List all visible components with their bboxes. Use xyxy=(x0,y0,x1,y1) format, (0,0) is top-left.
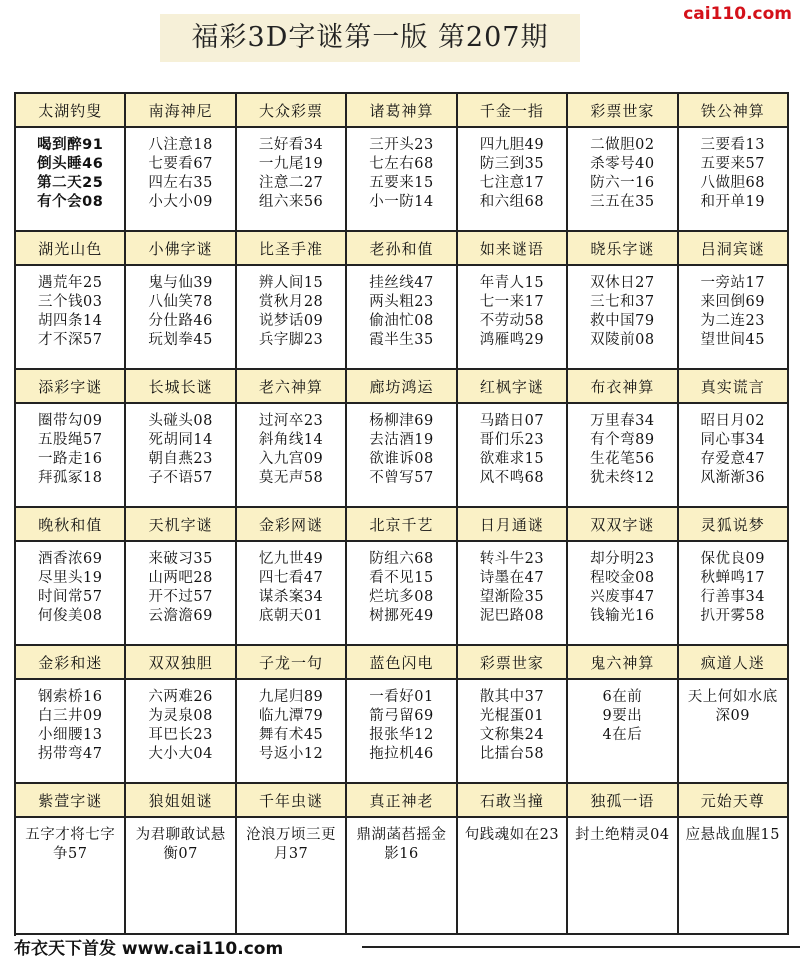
puzzle-cell xyxy=(679,818,789,935)
puzzle-cell xyxy=(679,404,789,508)
puzzle-line: 三要看13 xyxy=(700,137,765,153)
column-header: 诸葛神算 xyxy=(347,94,457,128)
puzzle-line: 八注意18 xyxy=(148,137,213,153)
puzzle-line: 欲难求15 xyxy=(479,451,545,467)
puzzle-line: 头碰头08 xyxy=(148,413,213,429)
puzzle-line: 散其中37 xyxy=(479,689,545,705)
puzzle-line: 文称集24 xyxy=(479,727,545,743)
puzzle-line: 哥们乐23 xyxy=(479,432,545,448)
puzzle-line: 有个会08 xyxy=(37,194,104,210)
puzzle-line: 光棍蛋01 xyxy=(479,708,545,724)
puzzle-line: 秋蝉鸣17 xyxy=(700,570,765,586)
puzzle-cell xyxy=(16,542,126,646)
puzzle-line: 烂坑多08 xyxy=(369,589,434,605)
puzzle-cell xyxy=(679,128,789,232)
puzzle-line: 七左右68 xyxy=(369,156,434,172)
puzzle-line: 八仙笑78 xyxy=(148,294,213,310)
puzzle-line: 万里春34 xyxy=(590,413,655,429)
column-header: 大众彩票 xyxy=(237,94,347,128)
puzzle-cell xyxy=(347,266,457,370)
footer-banner: 布衣天下首发 www.cai110.com xyxy=(0,936,362,963)
puzzle-line: 不劳动58 xyxy=(479,313,545,329)
puzzle-line: 组六来56 xyxy=(258,194,324,210)
puzzle-line: 五要来15 xyxy=(369,175,434,191)
puzzle-cell xyxy=(458,542,568,646)
puzzle-line: 防六一16 xyxy=(590,175,655,191)
column-header: 北京千艺 xyxy=(347,508,457,542)
column-header: 真正神老 xyxy=(347,784,457,818)
puzzle-line: 临九潭79 xyxy=(258,708,324,724)
puzzle-line: 四七看47 xyxy=(258,570,324,586)
puzzle-line: 五字才将七字争57 xyxy=(25,827,116,862)
puzzle-line: 报张华12 xyxy=(369,727,434,743)
puzzle-line: 钢索桥16 xyxy=(37,689,103,705)
column-header: 独孤一语 xyxy=(568,784,678,818)
puzzle-line: 三好看34 xyxy=(258,137,324,153)
puzzle-cell xyxy=(237,542,347,646)
puzzle-line: 三开头23 xyxy=(369,137,434,153)
puzzle-line: 天上何如水底深09 xyxy=(687,689,778,724)
puzzle-cell xyxy=(237,404,347,508)
puzzle-line: 玩划拳45 xyxy=(148,332,213,348)
puzzle-cell xyxy=(237,266,347,370)
puzzle-line: 不曾写57 xyxy=(369,470,434,486)
puzzle-line: 注意二27 xyxy=(258,175,324,191)
puzzle-line: 开不过57 xyxy=(148,589,213,605)
puzzle-cell xyxy=(237,818,347,935)
puzzle-line: 钱输光16 xyxy=(590,608,655,624)
puzzle-line: 赏秋月28 xyxy=(258,294,324,310)
puzzle-cell xyxy=(347,542,457,646)
column-header: 子龙一句 xyxy=(237,646,347,680)
puzzle-line: 山两吧28 xyxy=(148,570,213,586)
column-header: 红枫字谜 xyxy=(458,370,568,404)
puzzle-line: 尽里头19 xyxy=(37,570,103,586)
puzzle-line: 一九尾19 xyxy=(258,156,324,172)
puzzle-line: 为君聊敢试悬衡07 xyxy=(135,827,226,862)
puzzle-line: 耳巴长23 xyxy=(148,727,213,743)
puzzle-cell xyxy=(126,818,236,935)
column-header: 天机字谜 xyxy=(126,508,236,542)
puzzle-line: 倒头睡46 xyxy=(37,156,104,172)
puzzle-line: 二做胆02 xyxy=(590,137,655,153)
puzzle-line: 五要来57 xyxy=(700,156,765,172)
puzzle-line: 挂丝线47 xyxy=(369,275,434,291)
puzzle-line: 9要出 xyxy=(602,708,643,724)
column-header: 紫萱字谜 xyxy=(16,784,126,818)
column-header: 蓝色闪电 xyxy=(347,646,457,680)
column-header: 如来谜语 xyxy=(458,232,568,266)
column-header: 布衣神算 xyxy=(568,370,678,404)
column-header: 廊坊鸿运 xyxy=(347,370,457,404)
puzzle-cell xyxy=(568,266,678,370)
puzzle-line: 救中国79 xyxy=(590,313,655,329)
puzzle-cell xyxy=(126,266,236,370)
puzzle-line: 望世间45 xyxy=(700,332,765,348)
puzzle-line: 谋杀案34 xyxy=(258,589,324,605)
puzzle-line: 双休日27 xyxy=(590,275,655,291)
puzzle-line: 去沽酒19 xyxy=(369,432,434,448)
puzzle-cell xyxy=(679,680,789,784)
puzzle-line: 三五在35 xyxy=(590,194,655,210)
puzzle-line: 七要看67 xyxy=(148,156,213,172)
puzzle-line: 莫无声58 xyxy=(258,470,324,486)
puzzle-cell xyxy=(347,818,457,935)
puzzle-line: 生花笔56 xyxy=(590,451,655,467)
column-header: 添彩字谜 xyxy=(16,370,126,404)
puzzle-cell xyxy=(568,404,678,508)
puzzle-line: 同心事34 xyxy=(700,432,765,448)
site-logo[interactable]: cai110.com xyxy=(683,4,792,24)
puzzle-line: 杨柳津69 xyxy=(369,413,434,429)
puzzle-cell xyxy=(347,128,457,232)
puzzle-line: 和六组68 xyxy=(479,194,545,210)
puzzle-line: 才不深57 xyxy=(37,332,103,348)
puzzle-cell xyxy=(16,404,126,508)
puzzle-line: 遇荒年25 xyxy=(37,275,103,291)
puzzle-line: 忆九世49 xyxy=(258,551,324,567)
puzzle-line: 酒香浓69 xyxy=(37,551,103,567)
puzzle-line: 四左右35 xyxy=(148,175,213,191)
puzzle-line: 圈带勾09 xyxy=(37,413,103,429)
puzzle-line: 小一防14 xyxy=(369,194,434,210)
puzzle-line: 云澹澹69 xyxy=(148,608,213,624)
puzzle-line: 胡四条14 xyxy=(37,313,103,329)
puzzle-line: 三个钱03 xyxy=(37,294,103,310)
column-header: 金彩网谜 xyxy=(237,508,347,542)
puzzle-line: 欲谁诉08 xyxy=(369,451,434,467)
puzzle-line: 看不见15 xyxy=(369,570,434,586)
puzzle-line: 诗墨在47 xyxy=(479,570,545,586)
puzzle-line: 斜角线14 xyxy=(258,432,324,448)
puzzle-line: 八做胆68 xyxy=(700,175,765,191)
puzzle-line: 六两难26 xyxy=(148,689,213,705)
puzzle-line: 封土绝精灵04 xyxy=(575,827,670,843)
puzzle-line: 九尾归89 xyxy=(258,689,324,705)
puzzle-cell xyxy=(16,818,126,935)
puzzle-line: 过河卒23 xyxy=(258,413,324,429)
puzzle-cell xyxy=(568,680,678,784)
column-header: 晚秋和值 xyxy=(16,508,126,542)
puzzle-cell xyxy=(568,128,678,232)
puzzle-line: 有个弯89 xyxy=(590,432,655,448)
puzzle-line: 6在前 xyxy=(602,689,643,705)
puzzle-line: 杀零号40 xyxy=(590,156,655,172)
puzzle-line: 分仕路46 xyxy=(148,313,213,329)
puzzle-line: 昭日月02 xyxy=(700,413,765,429)
puzzle-line: 鸿雁鸣29 xyxy=(479,332,545,348)
puzzle-line: 却分明23 xyxy=(590,551,655,567)
puzzle-line: 三七和37 xyxy=(590,294,655,310)
puzzle-line: 程咬金08 xyxy=(590,570,655,586)
puzzle-line: 何俊美08 xyxy=(37,608,103,624)
puzzle-line: 比擂台58 xyxy=(479,746,545,762)
puzzle-cell xyxy=(126,680,236,784)
puzzle-cell xyxy=(126,404,236,508)
puzzle-line: 兵字脚23 xyxy=(258,332,324,348)
column-header: 疯道人迷 xyxy=(679,646,789,680)
column-header: 灵狐说梦 xyxy=(679,508,789,542)
puzzle-line: 一旁站17 xyxy=(700,275,765,291)
puzzle-line: 小大小09 xyxy=(148,194,213,210)
puzzle-cell xyxy=(679,542,789,646)
column-header: 鬼六神算 xyxy=(568,646,678,680)
puzzle-line: 偷油忙08 xyxy=(369,313,434,329)
puzzle-line: 扒开雾58 xyxy=(700,608,765,624)
puzzle-line: 犹未终12 xyxy=(590,470,655,486)
footer-divider xyxy=(360,946,800,948)
puzzle-line: 喝到醉91 xyxy=(37,137,104,153)
puzzle-line: 和开单19 xyxy=(700,194,765,210)
puzzle-line: 为二连23 xyxy=(700,313,765,329)
puzzle-line: 一路走16 xyxy=(37,451,103,467)
puzzle-cell xyxy=(16,266,126,370)
puzzle-line: 舞有术45 xyxy=(258,727,324,743)
puzzle-line: 行善事34 xyxy=(700,589,765,605)
puzzle-line: 霞半生35 xyxy=(369,332,434,348)
puzzle-line: 防组六68 xyxy=(369,551,434,567)
column-header: 双双字谜 xyxy=(568,508,678,542)
puzzle-cell xyxy=(237,128,347,232)
column-header: 双双独胆 xyxy=(126,646,236,680)
puzzle-line: 时间常57 xyxy=(37,589,103,605)
puzzle-line: 鼎湖菡萏摇金影16 xyxy=(356,827,447,862)
puzzle-cell xyxy=(458,680,568,784)
puzzle-cell xyxy=(568,542,678,646)
puzzle-cell xyxy=(679,266,789,370)
puzzle-cell xyxy=(458,818,568,935)
puzzle-line: 一看好01 xyxy=(369,689,434,705)
puzzle-line: 底朝天01 xyxy=(258,608,324,624)
puzzle-line: 入九宫09 xyxy=(258,451,324,467)
column-header: 千年虫谜 xyxy=(237,784,347,818)
puzzle-line: 来回倒69 xyxy=(700,294,765,310)
puzzle-line: 鬼与仙39 xyxy=(148,275,213,291)
puzzle-line: 七注意17 xyxy=(479,175,545,191)
puzzle-line: 四九胆49 xyxy=(479,137,545,153)
column-header: 彩票世家 xyxy=(458,646,568,680)
column-header: 元始天尊 xyxy=(679,784,789,818)
column-header: 老孙和值 xyxy=(347,232,457,266)
puzzle-line: 双陵前08 xyxy=(590,332,655,348)
column-header: 小佛字谜 xyxy=(126,232,236,266)
column-header: 比圣手准 xyxy=(237,232,347,266)
puzzle-line: 风不鸣68 xyxy=(479,470,545,486)
puzzle-cell xyxy=(458,128,568,232)
puzzle-line: 大小大04 xyxy=(148,746,213,762)
puzzle-line: 望渐险35 xyxy=(479,589,545,605)
puzzle-line: 箭弓留69 xyxy=(369,708,434,724)
puzzle-line: 句践魂如在23 xyxy=(464,827,560,843)
puzzle-line: 年青人15 xyxy=(479,275,545,291)
puzzle-line: 白三井09 xyxy=(37,708,103,724)
puzzle-line: 拖拉机46 xyxy=(369,746,434,762)
column-header: 长城长谜 xyxy=(126,370,236,404)
column-header: 铁公神算 xyxy=(679,94,789,128)
puzzle-cell xyxy=(126,128,236,232)
puzzle-line: 辨人间15 xyxy=(258,275,324,291)
puzzle-line: 风渐渐36 xyxy=(700,470,765,486)
puzzle-cell xyxy=(237,680,347,784)
puzzle-table xyxy=(14,92,789,937)
puzzle-line: 泥巴路08 xyxy=(479,608,545,624)
puzzle-line: 来破习35 xyxy=(148,551,213,567)
puzzle-line: 拐带弯47 xyxy=(37,746,103,762)
puzzle-cell xyxy=(347,680,457,784)
puzzle-line: 沧浪万顷三更月37 xyxy=(246,827,337,862)
puzzle-line: 4在后 xyxy=(602,727,643,743)
column-header: 石敢当撞 xyxy=(458,784,568,818)
puzzle-line: 小细腰13 xyxy=(37,727,103,743)
puzzle-line: 七一来17 xyxy=(479,294,545,310)
puzzle-cell xyxy=(16,128,126,232)
puzzle-cell xyxy=(347,404,457,508)
puzzle-line: 存爱意47 xyxy=(700,451,765,467)
column-header: 日月通谜 xyxy=(458,508,568,542)
column-header: 狼姐姐谜 xyxy=(126,784,236,818)
puzzle-line: 说梦话09 xyxy=(258,313,324,329)
column-header: 湖光山色 xyxy=(16,232,126,266)
column-header: 老六神算 xyxy=(237,370,347,404)
puzzle-line: 两头粗23 xyxy=(369,294,434,310)
puzzle-line: 保优良09 xyxy=(700,551,765,567)
puzzle-line: 朝自燕23 xyxy=(148,451,213,467)
puzzle-line: 转斗牛23 xyxy=(479,551,545,567)
column-header: 金彩和迷 xyxy=(16,646,126,680)
puzzle-line: 号返小12 xyxy=(258,746,324,762)
puzzle-line: 树挪死49 xyxy=(369,608,434,624)
puzzle-cell xyxy=(126,542,236,646)
page-title: 福彩3D字谜第一版 第207期 xyxy=(160,14,580,62)
puzzle-line: 马踏日07 xyxy=(479,413,545,429)
column-header: 晓乐字谜 xyxy=(568,232,678,266)
column-header: 吕洞宾谜 xyxy=(679,232,789,266)
column-header: 彩票世家 xyxy=(568,94,678,128)
puzzle-cell xyxy=(16,680,126,784)
puzzle-line: 拜孤冢18 xyxy=(37,470,103,486)
puzzle-line: 防三到35 xyxy=(479,156,545,172)
puzzle-cell xyxy=(568,818,678,935)
puzzle-line: 为灵泉08 xyxy=(148,708,213,724)
puzzle-cell xyxy=(458,266,568,370)
puzzle-line: 死胡同14 xyxy=(148,432,213,448)
column-header: 千金一指 xyxy=(458,94,568,128)
puzzle-line: 子不语57 xyxy=(148,470,213,486)
puzzle-line: 兴废事47 xyxy=(590,589,655,605)
column-header: 真实谎言 xyxy=(679,370,789,404)
column-header: 太湖钓叟 xyxy=(16,94,126,128)
puzzle-line: 应悬战血腥15 xyxy=(685,827,780,843)
puzzle-line: 五股绳57 xyxy=(37,432,103,448)
puzzle-line: 第二天25 xyxy=(37,175,104,191)
column-header: 南海神尼 xyxy=(126,94,236,128)
puzzle-cell xyxy=(458,404,568,508)
